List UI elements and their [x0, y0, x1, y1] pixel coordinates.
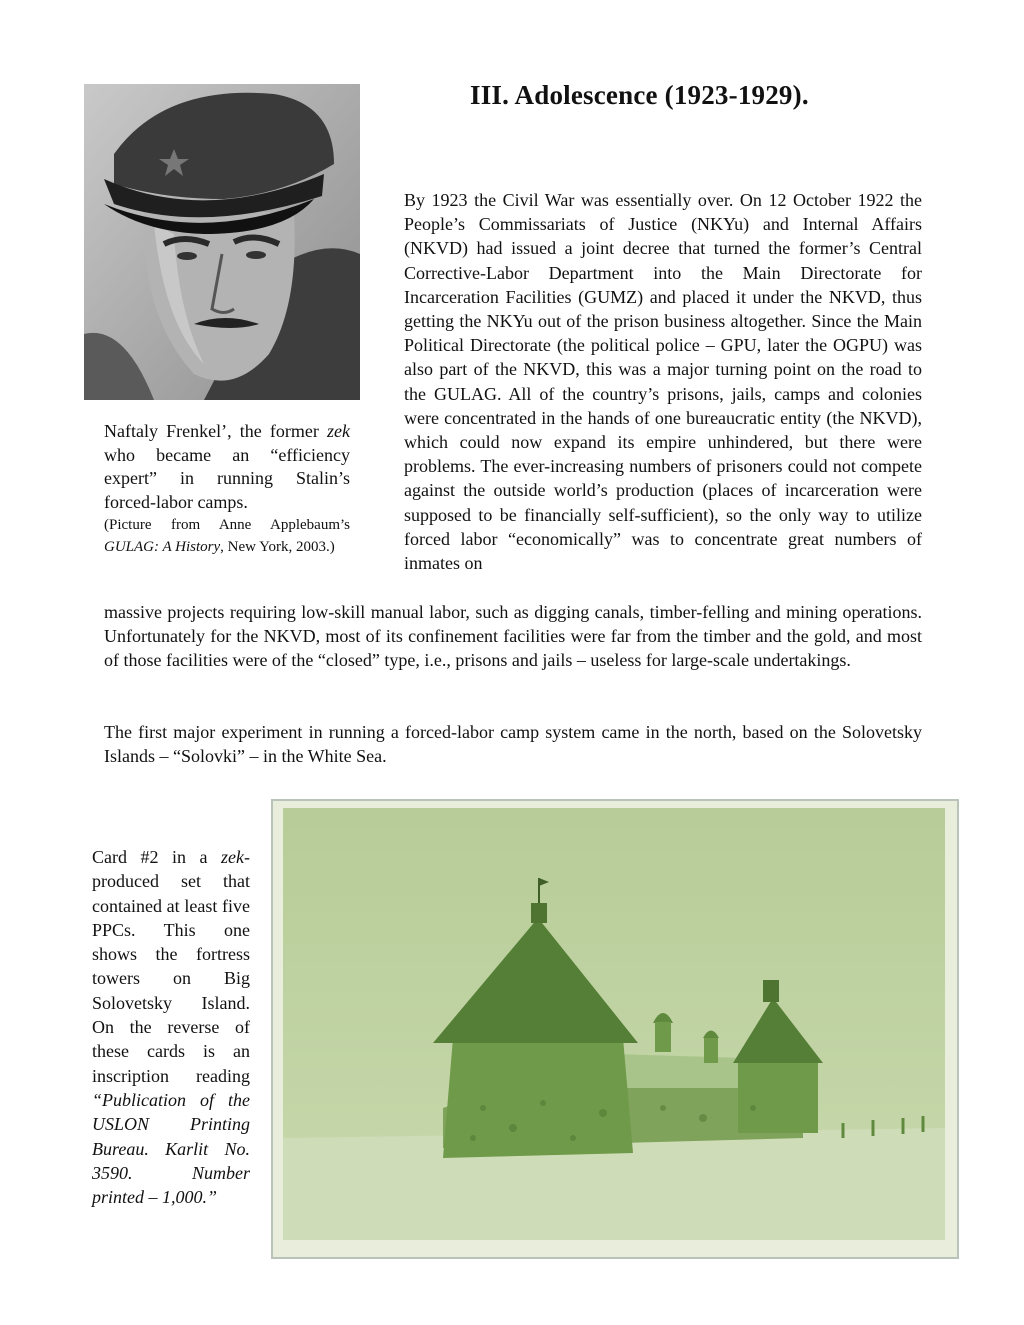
portrait-caption — [104, 420, 350, 558]
caption-text: who became an “efficiency expert” in running Stalin’s forced-labor camps. — [104, 444, 350, 512]
card-caption-quote: “Publication of the USLON Printing Bureau. Karlit No. 3590. Number printed – 1,000.” — [92, 1089, 250, 1208]
portrait-photo — [84, 84, 360, 400]
card-caption-mid: -produced set that contained at least five PPCs. This one shows the fortress towers on Big Solovetsky Island. On the reverse of these cards is an inscription reading — [92, 847, 250, 1086]
portrait-image — [84, 84, 360, 400]
card-caption-zek: zek — [221, 847, 244, 867]
caption-line: Naftaly Frenkel’, the former — [104, 421, 319, 441]
caption-zek: zek — [327, 421, 351, 441]
card-caption — [92, 845, 250, 1209]
caption-source — [104, 514, 350, 558]
source-pre: (Picture from Anne Applebaum’s — [104, 517, 350, 533]
card-caption-pre: Card #2 in a — [92, 847, 222, 867]
source-book: GULAG: A History — [104, 539, 221, 555]
postcard-image — [283, 808, 945, 1240]
source-post: , New York, 2003.) — [220, 539, 335, 555]
fortress-postcard — [283, 808, 945, 1240]
paragraph-1-right: By 1923 the Civil War was essentially over. On 12 October 1922 the People’s Commissariats of Justice (NKYu) and Internal Affairs (NKVD) had issued a joint decree that turned the former’s Central Corrective-Labor Department into the Main Directorate for Incarceration Facilities (GUMZ) and placed it under the NKVD, thus getting the NKYu out of the prison business altogether. Since the Main Political Directorate (the political police – GPU, later the OGPU) was also part of the NKVD, this was a major turning point on the road to the GULAG. All of the country’s prisons, jails, camps and colonies were concentrated in the hands of one bureaucratic entity (the NKVD), which could now expand its empire unhindered, but there were problems. The ever-increasing numbers of prisoners could not compete against the outside world’s production (places of incarceration were supposed to be financially self-sufficient), so the only way to utilize forced labor “economically” was to concentrate great numbers of inmates on — [404, 190, 922, 574]
paragraph-1-continued: massive projects requiring low-skill manual labor, such as digging canals, timber-felling and mining operations. Unfortunately for the NKVD, most of its confinement facilities were far from the timber and the gold, and most of those facilities were of the “closed” type, i.e., prisons and jails – useless for large-scale undertakings. — [104, 602, 922, 671]
paragraph-2: The first major experiment in running a forced-labor camp system came in the north, based on the Solovetsky Islands – “Solovki” – in the White Sea. — [104, 722, 922, 767]
section-title: III. Adolescence (1923-1929). — [470, 80, 809, 110]
